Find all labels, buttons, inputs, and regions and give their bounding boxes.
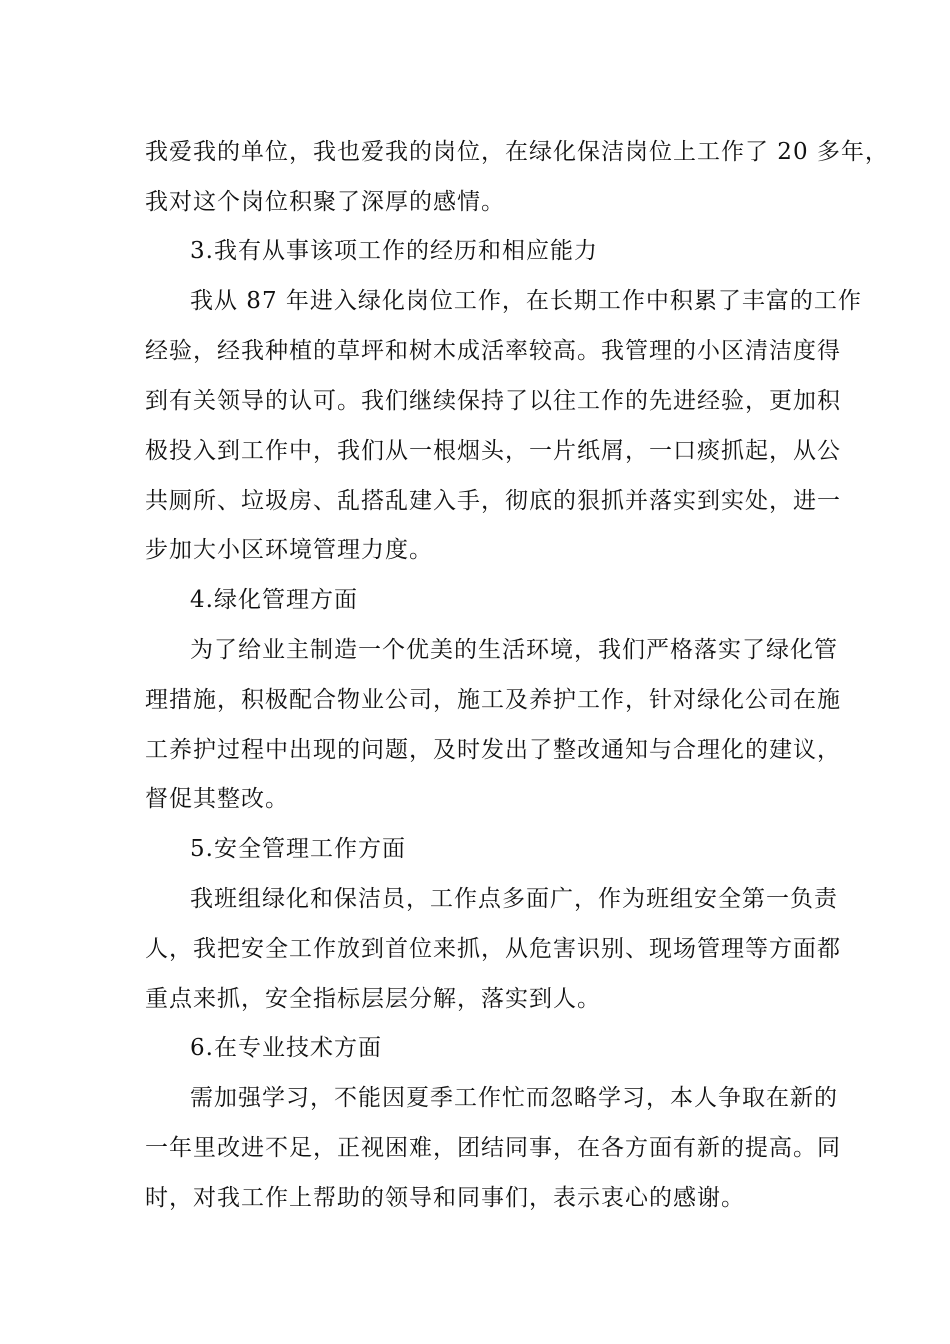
text-line: 人，我把安全工作放到首位来抓，从危害识别、现场管理等方面都 bbox=[145, 936, 841, 962]
section-heading: 5.安全管理工作方面 bbox=[190, 836, 406, 862]
text-line: 共厕所、垃圾房、乱搭乱建入手，彻底的狠抓并落实到实处，进一 bbox=[145, 488, 841, 514]
text-line: 理措施，积极配合物业公司，施工及养护工作，针对绿化公司在施 bbox=[145, 687, 841, 713]
text-line: 我班组绿化和保洁员，工作点多面广，作为班组安全第一负责 bbox=[190, 886, 838, 912]
text-line: 督促其整改。 bbox=[145, 786, 289, 812]
text-line: 时，对我工作上帮助的领导和同事们，表示衷心的感谢。 bbox=[145, 1185, 745, 1211]
text-line: 工养护过程中出现的问题，及时发出了整改通知与合理化的建议， bbox=[145, 737, 841, 763]
section-heading: 4.绿化管理方面 bbox=[190, 587, 358, 613]
text-line: 我从 87 年进入绿化岗位工作，在长期工作中积累了丰富的工作 bbox=[190, 288, 862, 314]
text-line: 为了给业主制造一个优美的生活环境，我们严格落实了绿化管 bbox=[190, 637, 838, 663]
text-line: 步加大小区环境管理力度。 bbox=[145, 537, 433, 563]
text-line: 我对这个岗位积聚了深厚的感情。 bbox=[145, 189, 505, 215]
text-line: 到有关领导的认可。我们继续保持了以往工作的先进经验，更加积 bbox=[145, 388, 841, 414]
text-line: 一年里改进不足，正视困难，团结同事，在各方面有新的提高。同 bbox=[145, 1135, 841, 1161]
text-line: 需加强学习，不能因夏季工作忙而忽略学习，本人争取在新的 bbox=[190, 1085, 838, 1111]
text-line: 我爱我的单位，我也爱我的岗位，在绿化保洁岗位上工作了 20 多年， bbox=[145, 139, 889, 165]
text-line: 极投入到工作中，我们从一根烟头，一片纸屑，一口痰抓起，从公 bbox=[145, 438, 841, 464]
section-heading: 3.我有从事该项工作的经历和相应能力 bbox=[190, 238, 598, 264]
text-line: 重点来抓，安全指标层层分解，落实到人。 bbox=[145, 986, 601, 1012]
text-line: 经验，经我种植的草坪和树木成活率较高。我管理的小区清洁度得 bbox=[145, 338, 841, 364]
section-heading: 6.在专业技术方面 bbox=[190, 1035, 382, 1061]
